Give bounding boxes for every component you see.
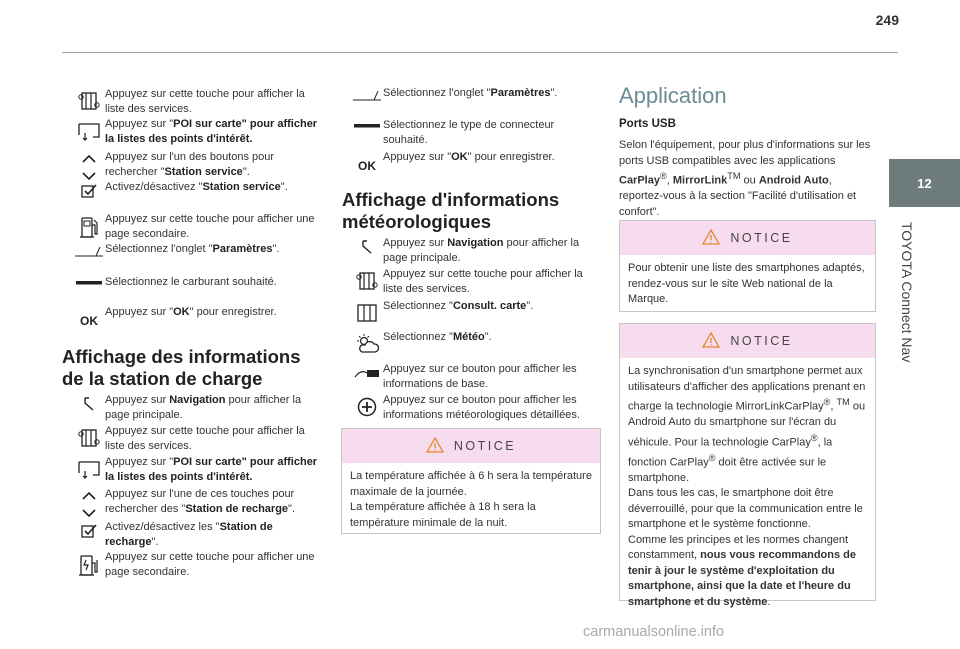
map-book-icon bbox=[352, 299, 382, 324]
checkbox-icon bbox=[74, 520, 104, 539]
heading-charging-station: Affichage des informations de la station de charge bbox=[62, 346, 301, 389]
step-text: Appuyez sur "POI sur carte" pour afficher la listes des points d'intérêt. bbox=[105, 118, 318, 145]
weather-basic-icon bbox=[352, 362, 382, 381]
poi-map-icon bbox=[74, 117, 104, 142]
section-title: Application bbox=[619, 83, 727, 108]
warning-icon bbox=[702, 332, 720, 351]
header-rule bbox=[62, 52, 898, 53]
step-row bbox=[74, 117, 320, 147]
poi-map-icon bbox=[74, 455, 104, 480]
ok-icon: OK bbox=[80, 314, 98, 328]
watermark: carmanualsonline.info bbox=[583, 624, 725, 640]
step-text: Sélectionnez "Consult. carte". bbox=[383, 300, 534, 312]
step-text: Appuyez sur cette touche pour afficher une page secondaire. bbox=[105, 551, 315, 578]
step-row bbox=[352, 299, 600, 324]
page-number: 249 bbox=[875, 12, 899, 28]
chapter-tab[interactable]: 12 bbox=[889, 159, 960, 207]
step-row bbox=[352, 236, 600, 266]
navigation-arrow-icon bbox=[352, 236, 382, 255]
chevron-up-icon bbox=[74, 150, 104, 165]
step-row bbox=[74, 212, 320, 242]
apps-grid-icon bbox=[74, 87, 104, 112]
step-text: Appuyez sur ce bouton pour afficher les informations météorologiques détaillées. bbox=[383, 394, 580, 421]
tab-icon bbox=[74, 242, 104, 257]
step-text: Sélectionnez l'onglet "Paramètres". bbox=[105, 243, 280, 255]
step-row bbox=[352, 86, 598, 101]
step-text: Appuyez sur "OK" pour enregistrer. bbox=[383, 151, 555, 163]
step-text: Appuyez sur ce bouton pour afficher les informations de base. bbox=[383, 363, 577, 390]
warning-icon bbox=[702, 229, 720, 248]
step-row bbox=[352, 330, 600, 355]
step-row bbox=[74, 275, 320, 290]
step-row bbox=[74, 180, 320, 199]
step-text: Appuyez sur "OK" pour enregistrer. bbox=[105, 306, 277, 318]
plus-circle-icon bbox=[352, 393, 382, 418]
chevron-up-icon bbox=[74, 487, 104, 502]
notice-text: La synchronisation d'un smartphone permet aux utilisateurs d'afficher des applications prenant en charge la technologie MirrorLinkCarPlay®, ™ ou Android Auto du smartphone sur l'écran du véhicule. Pour la technologie CarPlay®, la fonction CarPlay® doit être activée sur le smartphone. Dans tous les cas, le smartphone doit être déverrouillé, pour que la communication entre le smartphone et le système fonctionne. Comme les principes et les normes changent constamment, nous vous recommandons de tenir à jour le système d'exploitation du smartphone, ainsi que la date et l'heure du smartphone et du système. bbox=[628, 365, 866, 608]
step-row bbox=[352, 393, 600, 423]
step-text: Appuyez sur cette touche pour afficher une page secondaire. bbox=[105, 213, 315, 240]
step-text: Appuyez sur l'une de ces touches pour rechercher des "Station de recharge". bbox=[105, 488, 296, 515]
step-text: Appuyez sur cette touche pour afficher la liste des services. bbox=[105, 425, 305, 452]
step-text: Appuyez sur Navigation pour afficher la page principale. bbox=[105, 394, 302, 421]
step-row bbox=[352, 362, 600, 392]
notice-weather bbox=[341, 428, 601, 534]
ok-icon: OK bbox=[358, 159, 376, 173]
step-text: Activez/désactivez les "Station de recharge". bbox=[105, 521, 273, 548]
step-text: Activez/désactivez "Station service". bbox=[105, 181, 288, 193]
warning-icon bbox=[426, 437, 444, 456]
notice-title: NOTICE bbox=[453, 439, 517, 453]
step-text: Sélectionnez le carburant souhaité. bbox=[105, 276, 277, 288]
notice-smartphones bbox=[619, 220, 876, 312]
step-row bbox=[74, 455, 320, 485]
step-row bbox=[352, 267, 600, 297]
checkbox-icon bbox=[74, 180, 104, 199]
usb-paragraph: Selon l'équipement, pour plus d'informations sur les ports USB compatibles avec les applications CarPlay®, MirrorLink™ ou Android Auto, reportez-vous à la section "Facilité d'utilisation et confort". bbox=[619, 139, 871, 218]
subsection-title: Ports USB bbox=[619, 118, 676, 130]
bar-icon bbox=[352, 118, 382, 131]
step-row bbox=[352, 150, 598, 173]
chevron-down-icon bbox=[74, 504, 104, 519]
step-row bbox=[74, 393, 320, 423]
navigation-arrow-icon bbox=[74, 393, 104, 412]
step-row bbox=[74, 504, 320, 519]
notice-title: NOTICE bbox=[730, 334, 793, 348]
step-text: Sélectionnez l'onglet "Paramètres". bbox=[383, 87, 558, 99]
chapter-title: TOYOTA Connect Nav bbox=[899, 222, 915, 363]
fuel-pump-icon bbox=[74, 212, 104, 241]
step-row bbox=[74, 87, 320, 117]
bar-icon bbox=[74, 275, 104, 288]
step-text: Appuyez sur l'un des boutons pour rechercher "Station service". bbox=[105, 151, 275, 178]
step-row bbox=[74, 520, 320, 550]
step-row bbox=[74, 242, 320, 257]
notice-text: La température affichée à 6 h sera la température maximale de la journée. La température affichée à 18 h sera la température minimale de la nuit. bbox=[350, 470, 592, 529]
heading-weather: Affichage d'informations météorologiques bbox=[342, 189, 560, 232]
notice-synchronisation bbox=[619, 323, 876, 608]
step-row bbox=[74, 550, 320, 580]
weather-icon bbox=[352, 330, 382, 355]
apps-grid-icon bbox=[74, 424, 104, 449]
apps-grid-icon bbox=[352, 267, 382, 292]
step-text: Appuyez sur "POI sur carte" pour afficher la listes des points d'intérêt. bbox=[105, 456, 318, 483]
step-row bbox=[74, 424, 320, 454]
step-text: Appuyez sur Navigation pour afficher la page principale. bbox=[383, 237, 580, 264]
notice-title: NOTICE bbox=[730, 231, 793, 245]
notice-text: Pour obtenir une liste des smartphones adaptés, rendez-vous sur le site Web national de la Marque. bbox=[628, 262, 865, 305]
step-text: Sélectionnez le type de connecteur souhaité. bbox=[383, 119, 555, 146]
step-text: Appuyez sur cette touche pour afficher la liste des services. bbox=[383, 268, 583, 295]
step-row bbox=[352, 118, 598, 148]
step-text: Sélectionnez "Météo". bbox=[383, 331, 492, 343]
step-row bbox=[74, 305, 320, 328]
ev-charger-icon bbox=[74, 550, 104, 579]
tab-icon bbox=[352, 86, 382, 101]
step-text: Appuyez sur cette touche pour afficher la liste des services. bbox=[105, 88, 305, 115]
